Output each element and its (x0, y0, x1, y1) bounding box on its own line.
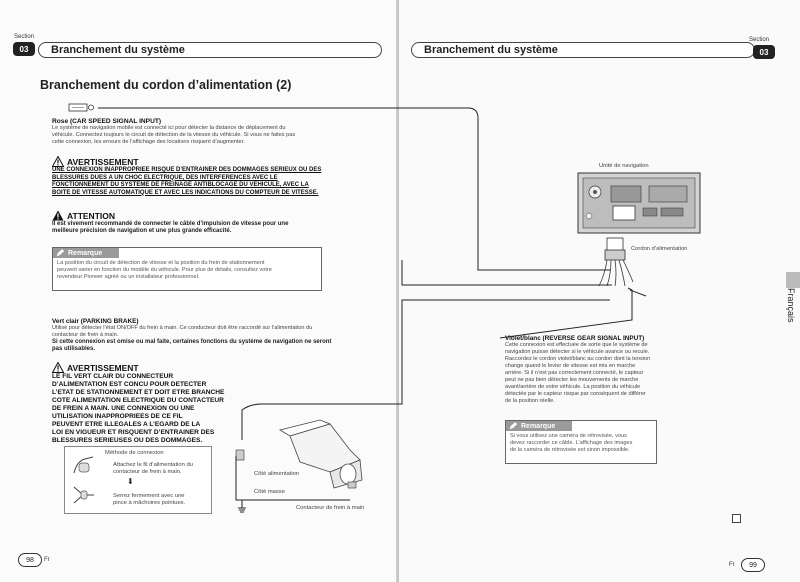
warning-line: LE FIL VERT CLAIR DU CONNECTEUR (52, 373, 174, 380)
attention-line: meilleure précision de navigation et une plus grande efficacité. (52, 228, 232, 234)
violet-line: détectée par le capteur risque par conséquent de différer (505, 391, 646, 397)
method-title: Méthode de connexion (105, 450, 164, 456)
rose-line: cette connexion, les erreurs de l’affichage des locations risquent d’augmenter. (52, 139, 245, 145)
section-badge: 03 (13, 42, 35, 56)
end-mark-icon (732, 514, 741, 523)
warning-line: COTE ALIMENTATION ELECTRIQUE DU CONTACTEUR (52, 397, 224, 404)
remarque-line: de la caméra de rétrovisée est sinon impossible. (510, 447, 630, 453)
warning-block-1 (52, 156, 382, 197)
vert-line: Utilisé pour détecter l’état ON/OFF du frein à main. Ce conducteur doit être raccordé sur l’alimentation du (52, 325, 313, 331)
rose-line: Le système de navigation mobile est connecté ici pour détecter la distance de déplacement du (52, 125, 286, 131)
method-step1-line: contacteur de frein à main. (113, 469, 182, 475)
pencil-icon (509, 422, 518, 430)
page-number-right: 99 (741, 558, 765, 572)
language-tab (786, 272, 800, 288)
vert-heading: Vert clair (PARKING BRAKE) (52, 318, 139, 325)
handbrake-illustration (230, 410, 390, 520)
violet-line: de la position réelle. (505, 398, 555, 404)
violet-line: arrière. Si il n’est pas correctement connecté, le capteur (505, 370, 644, 376)
warning-line: D’ALIMENTATION EST CONCU POUR DETECTER (52, 381, 207, 388)
warning-line: UNE CONNEXION INAPPROPRIEE RISQUE D’ENTRAINER DES DOMMAGES SERIEUX OU DES (52, 167, 322, 173)
violet-section (505, 335, 705, 405)
header-title: Branchement du système (411, 42, 755, 58)
warning-line: BLESSURES DUES A UN CHOC ELECTRIQUE, DES INTERFERENCES AVEC LE (52, 174, 278, 181)
warning-triangle-icon (52, 362, 64, 373)
warning-line: BLESSURES SERIEUSES OU DES DOMMAGES. (52, 437, 203, 444)
lang-code-right: Fr (729, 562, 735, 568)
warning-line: FONCTIONNEMENT DU SYSTEME DE FREINAGE ANTIBLOCAGE DU VEHICULE, AVEC LA (52, 182, 309, 188)
warning-title: AVERTISSEMENT (67, 362, 139, 373)
remarque-title: Remarque (68, 249, 103, 257)
label-cote-masse: Côté masse (254, 489, 285, 495)
section-badge: 03 (753, 45, 775, 59)
section-label: Section (14, 34, 35, 40)
remarque-line: La position du circuit de détection de vitesse et la position du frein de stationnement (57, 260, 265, 266)
page-number-left: 98 (18, 553, 42, 567)
remarque-line: devez raccorder ce câble. L’affichage des images (510, 440, 633, 446)
remarque-title: Remarque (521, 422, 556, 430)
vert-bold-line: Si cette connexion est omise ou mal faite, certaines fonctions du système de navigation ne seront (52, 339, 332, 345)
violet-line: navigation puisse détecter si le véhicule avance ou recule. (505, 349, 650, 355)
warning-line: BOITE DE VITESSE AUTOMATIQUE ET AVEC LES INDICATIONS DU COMPTEUR DE VITESSE. (52, 189, 319, 196)
warning-line: UTILISATION INAPPROPRIEES DE CE FIL (52, 413, 183, 420)
arrow-down-icon: ⬇ (127, 477, 134, 486)
hand-wire-icon (71, 453, 97, 477)
label-unite-navigation: Unité de navigation (599, 163, 649, 169)
pencil-icon (56, 249, 65, 257)
attention-block (52, 210, 382, 235)
power-connector-illustration (595, 236, 635, 290)
violet-line: peut ne pas bien détecter les mouvements de marche (505, 377, 639, 383)
remarque-line: peuvent varier en fonction du modèle du véhicule. Pour plus de détails, consultez votre (57, 267, 272, 273)
attention-line: Il est vivement recommandé de connecter le câble d’impulsion de vitesse pour une (52, 221, 289, 227)
vert-line: contacteur de frein à main. (52, 332, 119, 338)
header-title: Branchement du système (38, 42, 382, 58)
label-cordon-alimentation: Cordon d’alimentation (631, 246, 688, 252)
plug-icon (68, 102, 98, 114)
warning-title: AVERTISSEMENT (67, 156, 139, 167)
remarque-box-2 (505, 420, 657, 464)
page-title: Branchement du cordon d’alimentation (2) (40, 78, 292, 92)
method-step1-line: Attachez le fil d’alimentation du (113, 462, 193, 468)
caution-triangle-icon (52, 210, 64, 221)
rose-heading: Rose (CAR SPEED SIGNAL INPUT) (52, 118, 162, 125)
remarque-line: revendeur Pioneer agréé ou un installateur professionnel. (57, 274, 200, 280)
remarque-line: Si vous utilisez une caméra de rétrovisée, vous (510, 433, 627, 439)
pliers-icon (71, 483, 97, 507)
lang-code-left: Fr (44, 557, 50, 563)
vert-bold-line: pas utilisables. (52, 346, 96, 352)
warning-line: LOI EN VIGUEUR ET RISQUENT D’ENTRAINER DES (52, 429, 215, 436)
attention-title: ATTENTION (67, 210, 116, 221)
remarque-box-1 (52, 247, 322, 291)
method-step2-line: pince à mâchoires pointues. (113, 500, 186, 506)
violet-line: change quand le levier de vitesse est mis en marche (505, 363, 636, 369)
rose-section (52, 118, 372, 146)
label-cote-alimentation: Côté alimentation (254, 471, 300, 477)
right-page (399, 0, 800, 582)
rose-line: véhicule. Connectez toujours le circuit de détection de la vitesse du véhicule. Si vous ne faites pas (52, 132, 296, 138)
language-label: Français (786, 288, 796, 323)
label-contacteur: Contacteur de frein à main (296, 505, 365, 511)
left-page (0, 0, 397, 582)
warning-line: PEUVENT ETRE ILLEGALES A L’EGARD DE LA (52, 421, 201, 428)
connection-method-box (64, 446, 212, 514)
warning-triangle-icon (52, 156, 64, 167)
violet-line: Cette connexion est effectuée de sorte que le système de (505, 342, 648, 348)
navigation-unit-illustration (577, 172, 701, 234)
warning-line: DE FREIN A MAIN. UNE CONNEXION OU UNE (52, 405, 195, 412)
violet-heading: Violet/blanc (REVERSE GEAR SIGNAL INPUT) (505, 335, 645, 342)
warning-line: L’ETAT DE STATIONNEMENT ET DOIT ETRE BRANCHE (52, 389, 225, 396)
violet-line: Raccordez le cordon violet/blanc au cordon dont la tension (505, 356, 651, 362)
section-label: Section (749, 37, 770, 43)
violet-line: avant/arrière de votre véhicule. La position du véhicule (505, 384, 641, 390)
method-step2-line: Serrez fermement avec une (113, 493, 185, 499)
vert-section (52, 318, 382, 353)
